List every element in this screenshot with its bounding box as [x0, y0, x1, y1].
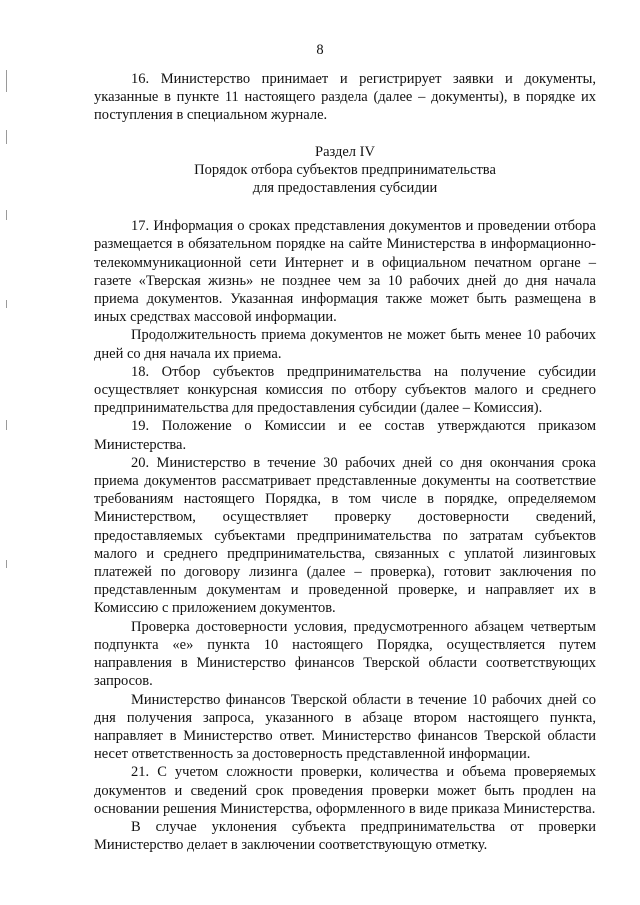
- scan-edge-mark: [6, 560, 7, 568]
- section-title-line-2: для предоставления субсидии: [252, 180, 438, 197]
- paragraph-17: 17. Информация о сроках представления документов и проведении отбора размещается в обязательном порядке на сайте Министерства в информационно-телекоммуникационной сети Интернет и в официальном печатном органе – газете «Тверская жизнь» не позднее чем за 10 рабочих дней до дня начала приема документов. Указанная информация также может быть размещена в иных средствах массовой информации.: [94, 218, 596, 326]
- paragraph-20-ministry-finance: Министерство финансов Тверской области в течение 10 рабочих дней со дня получения запроса, указанного в абзаце втором настоящего пункта, направляет в Министерство ответ. Министерство финансов Тверской области несет ответственность за достоверность представленной информации.: [94, 691, 596, 763]
- paragraph-21: 21. С учетом сложности проверки, количества и объема проверяемых документов и сведений срок проведения проверки может быть продлен на основании решения Министерства, оформленного в виде приказа Министерства.: [94, 764, 596, 817]
- scan-edge-mark: [6, 420, 7, 430]
- paragraph-21-evasion: В случае уклонения субъекта предпринимательства от проверки Министерство делает в заключении соответствующую отметку.: [94, 818, 596, 854]
- paragraph-16: 16. Министерство принимает и регистрирует заявки и документы, указанные в пункте 11 настоящего раздела (далее – документы), в порядке их поступления в специальном журнале.: [94, 71, 596, 124]
- section-heading: [94, 143, 596, 198]
- page-number: 8: [316, 42, 324, 58]
- scan-edge-mark: [6, 300, 7, 308]
- scan-edge-mark: [6, 130, 7, 144]
- scan-edge-mark: [6, 210, 7, 220]
- paragraph-20-verification: Проверка достоверности условия, предусмотренного абзацем четвертым подпункта «е» пункта 10 настоящего Порядка, осуществляется путем направления в Министерство финансов Тверской области соответствующих запросов.: [94, 618, 596, 690]
- section-number: Раздел IV: [315, 143, 375, 160]
- section-title-line-1: Порядок отбора субъектов предпринимательства: [194, 161, 496, 178]
- paragraph-18: 18. Отбор субъектов предпринимательства на получение субсидии осуществляет конкурсная комиссия по отбору субъектов малого и среднего предпринимательства для предоставления субсидии (далее – Комиссия).: [94, 363, 596, 417]
- paragraph-19: 19. Положение о Комиссии и ее состав утверждаются приказом Министерства.: [94, 418, 596, 453]
- document-body: [94, 70, 596, 854]
- paragraph-17-duration: Продолжительность приема документов не может быть менее 10 рабочих дней со дня начала их приема.: [94, 327, 596, 362]
- scan-edge-mark: [6, 70, 7, 92]
- paragraph-20: 20. Министерство в течение 30 рабочих дней со дня окончания срока приема документов рассматривает представленные документы на соответствие требованиям настоящего Порядка, в том числе в порядке, определяемом Министерством, осуществляет проверку достоверности сведений, предоставляемых субъектами предпринимательства по затратам субъектов малого и среднего предпринимательства, связанных с уплатой лизинговых платежей по договору лизинга (далее – проверка), готовит заключения по представленным документам и проведенной проверке, и направляет их в Комиссию с приложением документов.: [94, 454, 596, 617]
